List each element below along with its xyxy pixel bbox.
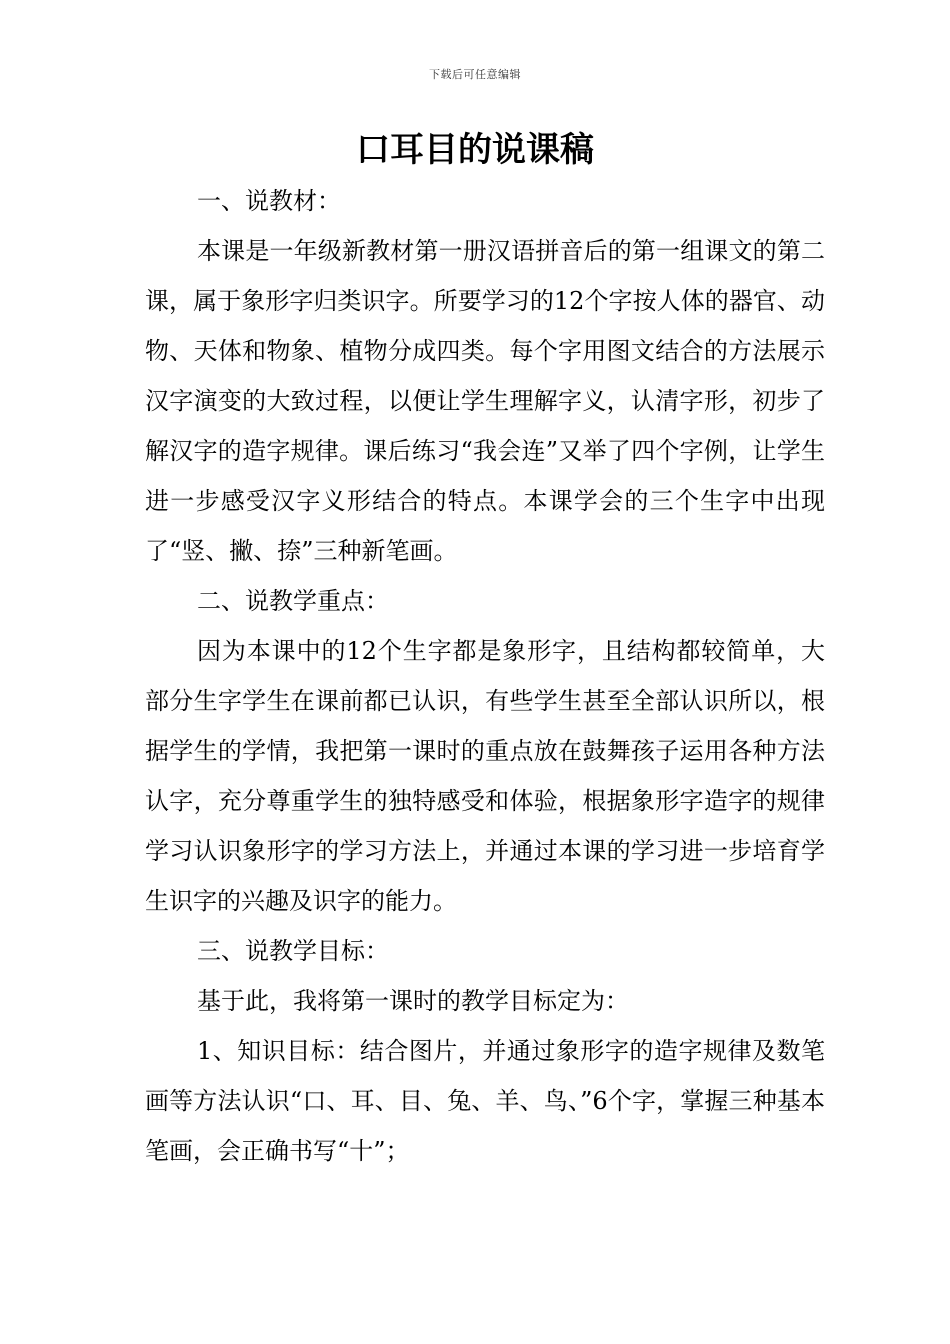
section-heading-key-points: 二、说教学重点： <box>197 587 389 615</box>
paragraph-objective-knowledge: 1、知识目标：结合图片，并通过象形字的造字规律及数笔画等方法认识“口、耳、目、兔、羊、鸟、”6个字，掌握三种基本笔画，会正确书写“十”； <box>145 1037 825 1165</box>
document-title: 口耳目的说课稿 <box>356 130 594 170</box>
section-heading-teaching-material: 一、说教材： <box>197 187 341 215</box>
header-note: 下载后可任意编辑 <box>429 68 521 81</box>
paragraph-teaching-material: 本课是一年级新教材第一册汉语拼音后的第一组课文的第二课，属于象形字归类识字。所要学习的12个字按人体的器官、动物、天体和物象、植物分成四类。每个字用图文结合的方法展示汉字演变的大致过程，以便让学生理解字义，认清字形，初步了解汉字的造字规律。课后练习“我会连”又举了四个字例，让学生进一步感受汉字义形结合的特点。本课学会的三个生字中出现了“竖、撇、捺”三种新笔画。 <box>145 237 825 565</box>
document-body <box>145 176 825 1176</box>
section-heading-objectives: 三、说教学目标： <box>197 937 389 965</box>
paragraph-objectives-intro: 基于此，我将第一课时的教学目标定为： <box>197 987 629 1015</box>
paragraph-key-points: 因为本课中的12个生字都是象形字，且结构都较简单，大部分生字学生在课前都已认识，有些学生甚至全部认识所以，根据学生的学情，我把第一课时的重点放在鼓舞孩子运用各种方法认字，充分尊重学生的独特感受和体验，根据象形字造字的规律学习认识象形字的学习方法上，并通过本课的学习进一步培育学生识字的兴趣及识字的能力。 <box>145 637 825 915</box>
